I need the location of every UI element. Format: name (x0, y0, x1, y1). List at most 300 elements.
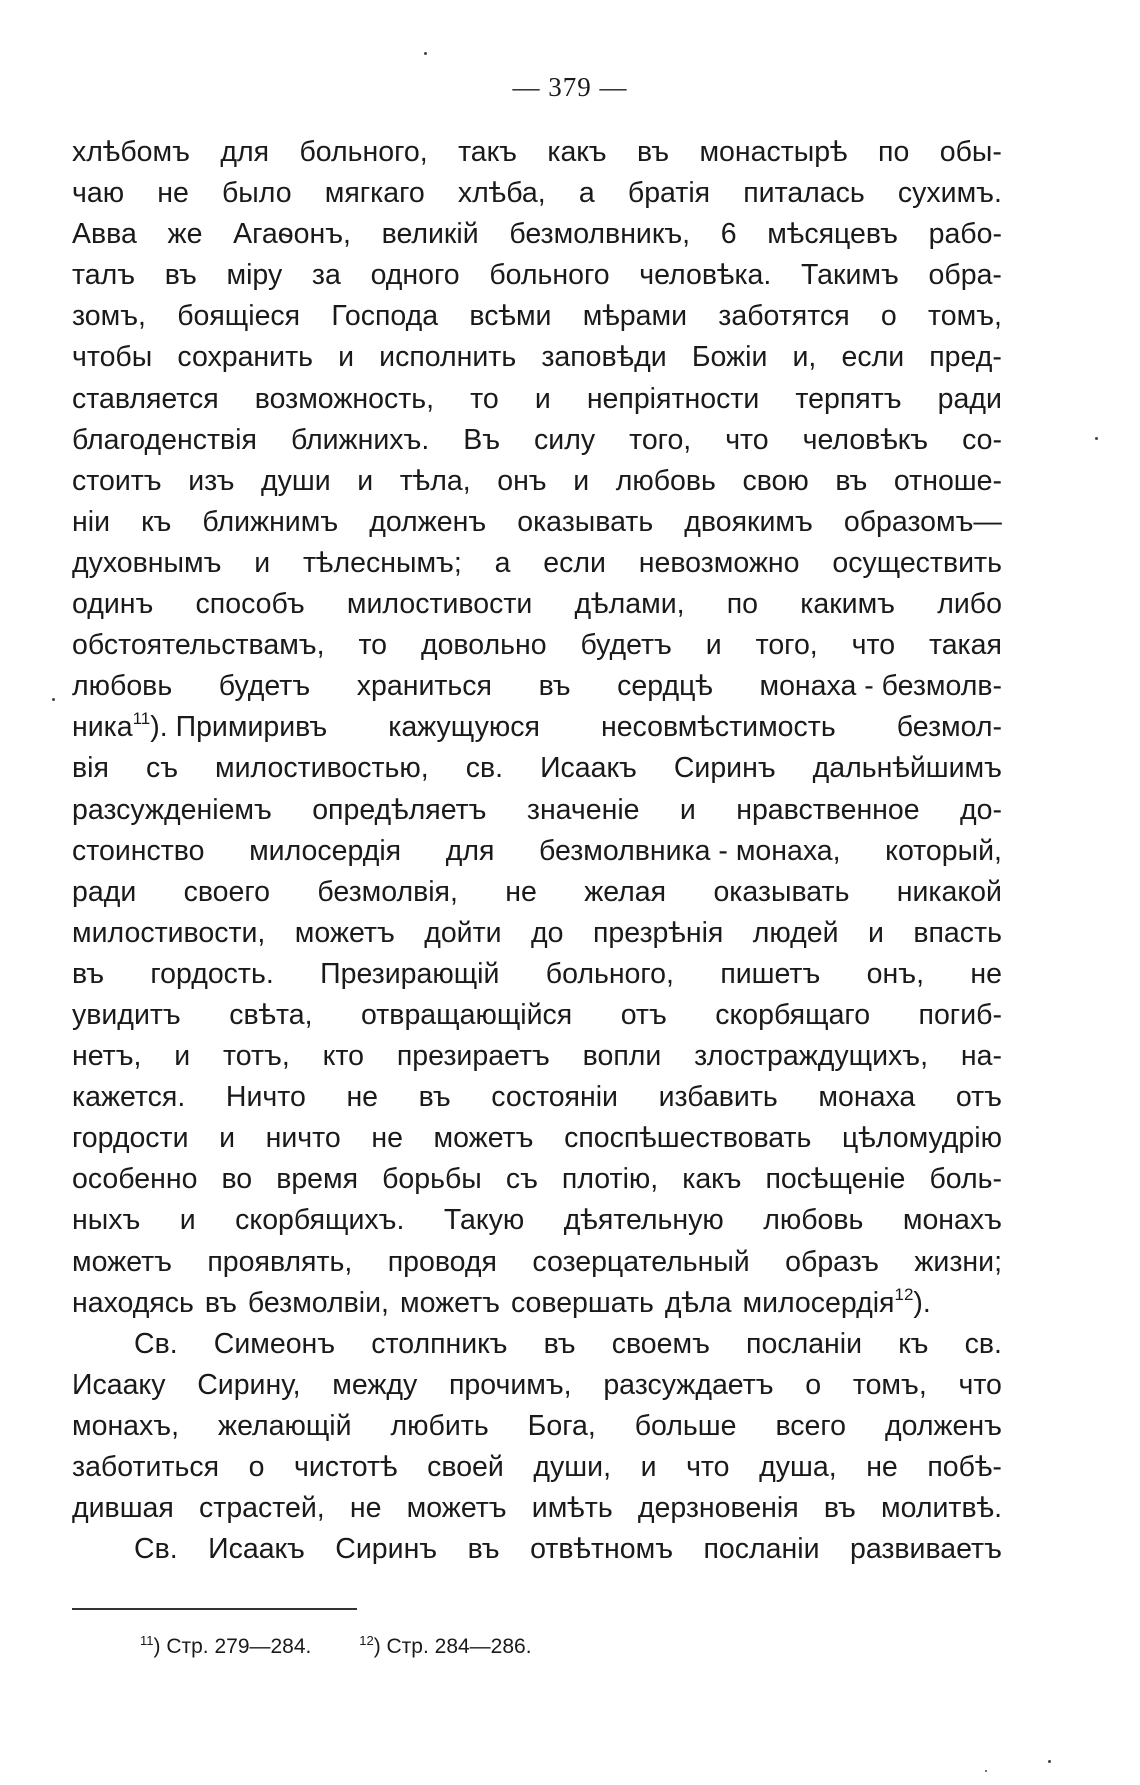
word: во (221, 1163, 253, 1196)
word: чаю (72, 177, 125, 210)
word: того, (755, 629, 818, 662)
word: сухимъ. (897, 177, 1002, 210)
word: своемъ (611, 1327, 710, 1360)
word: время (276, 1163, 359, 1196)
word: побѣ- (927, 1451, 1002, 1483)
text-line (72, 995, 1002, 1036)
word: монаха (818, 1081, 916, 1114)
word: посѣщеніе (765, 1163, 906, 1196)
word: до (531, 916, 564, 949)
word: свою (742, 464, 809, 497)
footnotes (140, 1635, 574, 1659)
word: будетъ (218, 670, 311, 703)
footnote-divider (72, 1608, 357, 1610)
word: за (311, 259, 341, 292)
word: обра- (928, 259, 1002, 292)
word: какъ (682, 1163, 742, 1196)
word: о (248, 1451, 265, 1483)
word: боль- (929, 1163, 1002, 1196)
word: того, (629, 423, 692, 456)
word: братія (627, 177, 711, 210)
text-line (72, 502, 1002, 543)
word: ныхъ (72, 1204, 141, 1237)
word: кто (322, 1040, 365, 1073)
word: дѣятельную (563, 1204, 724, 1237)
word: избавить (658, 1081, 778, 1114)
word: желающій (218, 1409, 352, 1442)
word: безмолвіи, (247, 1286, 389, 1319)
word: гордости (72, 1122, 189, 1155)
word: если (543, 546, 606, 579)
word: Св. (134, 1327, 178, 1360)
word: въ (538, 670, 571, 703)
word: о (805, 1368, 822, 1401)
word: оказывать (517, 505, 654, 538)
word: не (157, 177, 189, 210)
word: дѣла (664, 1286, 732, 1319)
word: милосердія (249, 834, 402, 867)
word: благоденствія (72, 423, 257, 456)
text-line (72, 543, 1002, 584)
word: и (254, 546, 271, 579)
word: своего (183, 875, 270, 908)
word: и (174, 1040, 191, 1073)
word: долженъ (885, 1409, 1002, 1442)
word: всего (775, 1409, 847, 1442)
word: милостивостью, (215, 752, 429, 785)
word: никакой (896, 875, 1002, 908)
word: Исаакъ (540, 752, 637, 785)
text-line (72, 1242, 1002, 1283)
word: ради (937, 382, 1002, 415)
word: міру (226, 259, 283, 292)
word: оказывать (713, 875, 850, 908)
word: въ (164, 259, 197, 292)
word: можетъ (433, 1122, 534, 1155)
word: Въ (463, 423, 501, 456)
word: отвращающійся (361, 998, 573, 1031)
word: невозможно (638, 546, 800, 579)
word: св. (465, 752, 504, 785)
word: духовнымъ (72, 546, 222, 579)
word: мягкаго (324, 177, 425, 210)
word: жизни; (914, 1245, 1002, 1278)
word: въ (204, 1286, 237, 1319)
word: Симеонъ (213, 1327, 336, 1360)
word: онъ (497, 464, 547, 497)
word: ника (72, 711, 133, 744)
word: ближнихъ. (290, 423, 430, 456)
word: Св. (134, 1533, 178, 1566)
word: по (726, 588, 759, 621)
word: любить (390, 1409, 489, 1442)
word: монастырѣ (699, 136, 848, 168)
text-line (72, 379, 1002, 420)
word: либо (937, 588, 1002, 621)
text-line (72, 913, 1002, 954)
word: обы- (939, 136, 1002, 168)
word: своей (427, 1451, 504, 1483)
word: тотъ, (223, 1040, 290, 1073)
word: больного (489, 259, 610, 292)
word: сердцѣ (617, 670, 713, 703)
word: питалась (743, 177, 865, 210)
word: значеніе (526, 793, 640, 826)
footnote-11: $^{11}$) Стр. 279—284. (140, 1633, 312, 1658)
word: тѣлеснымъ; (302, 546, 462, 579)
word: заповѣди (541, 341, 667, 374)
scan-speck (1048, 1760, 1051, 1763)
word: не (346, 1081, 379, 1114)
word: же (167, 218, 203, 251)
word: заботиться (72, 1451, 220, 1483)
text-line (72, 255, 1002, 296)
footnote-text: Стр. 284—286. (386, 1635, 532, 1658)
word: Авва (72, 218, 137, 251)
word: Исааку (72, 1368, 166, 1401)
word: Сирину, (197, 1368, 301, 1401)
word: 6 (720, 218, 737, 251)
footnote-reference: 12 (894, 1284, 914, 1304)
word: монаха - безмолв- (759, 670, 1002, 703)
word: между (332, 1368, 418, 1401)
word: больше (634, 1409, 737, 1442)
word: св. (964, 1327, 1002, 1360)
word: такая (928, 629, 1002, 662)
word: плотію, (561, 1163, 659, 1196)
word: въ (72, 957, 105, 990)
word: милостивости, (72, 916, 266, 949)
word: и (679, 793, 696, 826)
word: исполнить (379, 341, 517, 374)
word: для (220, 136, 270, 168)
word: что (686, 1451, 730, 1483)
word: что (725, 423, 769, 456)
word: отноше- (893, 464, 1002, 497)
word: въ (637, 136, 670, 168)
word: Сиринъ (673, 752, 776, 785)
word: будетъ (580, 629, 672, 662)
word: не (970, 957, 1002, 990)
word: молитвѣ. (881, 1492, 1002, 1525)
word: ради (72, 875, 137, 908)
word: не (866, 1451, 898, 1483)
word: посланіи (703, 1533, 820, 1566)
word: погиб- (918, 998, 1002, 1031)
text-line (72, 666, 1002, 707)
text-line (72, 420, 1002, 461)
word: рабо- (928, 218, 1002, 251)
word: въ (418, 1081, 451, 1114)
word: опредѣляетъ (312, 793, 487, 826)
word: и (534, 382, 551, 415)
text-line (72, 1077, 1002, 1118)
text-line (72, 872, 1002, 913)
word: отъ (955, 1081, 1002, 1114)
word: изъ (188, 464, 235, 497)
word: къ (898, 1327, 929, 1360)
word: и (338, 341, 355, 374)
word: разсужденіемъ (72, 793, 272, 826)
word: увидитъ (72, 998, 181, 1031)
text-line (72, 831, 1002, 872)
word: разсуждаетъ (603, 1368, 774, 1401)
word: какимъ (800, 588, 895, 621)
word: можетъ (72, 1245, 172, 1278)
word: человѣкъ (802, 423, 929, 456)
word: безмолвника - монаха, (539, 834, 841, 867)
word: нетъ, (72, 1040, 142, 1073)
word: великій (381, 218, 479, 251)
footnote-12: $^{12}$) Стр. 284—286. (359, 1633, 532, 1658)
word: что (958, 1368, 1002, 1401)
word: мѣрами (582, 300, 688, 333)
text-line (72, 173, 1002, 214)
word: для (445, 834, 495, 867)
word: проявлять, (207, 1245, 353, 1278)
word: одинъ (72, 588, 154, 621)
scan-speck (424, 52, 427, 55)
word: совершать (510, 1286, 654, 1319)
word: если (841, 341, 905, 374)
word: борьбы (382, 1163, 482, 1196)
word: Бога, (527, 1409, 596, 1442)
word: хлѣбомъ (72, 136, 190, 168)
word: не (371, 1122, 403, 1155)
word: посланіи (746, 1327, 863, 1360)
word: возможность, (254, 382, 435, 415)
word: Такую (443, 1204, 525, 1237)
word: по (878, 136, 910, 168)
word: стоитъ (72, 464, 162, 497)
word: томъ, (928, 300, 1002, 333)
word: страстей, (199, 1492, 325, 1525)
word: въ (543, 1327, 576, 1360)
word: состояніи (491, 1081, 618, 1114)
word: въ (835, 464, 868, 497)
word: и (179, 1204, 196, 1237)
word: съ (145, 752, 178, 785)
word: столпникъ (371, 1327, 508, 1360)
text-line (72, 1283, 1002, 1324)
word: и (868, 916, 884, 949)
word: находясь (72, 1286, 194, 1319)
word: Господа (331, 300, 439, 333)
word: зомъ, (72, 300, 146, 333)
word: гордость. (150, 957, 274, 990)
word: душа, (759, 1451, 837, 1483)
word: пред- (929, 341, 1002, 374)
word: безмолвникъ, (509, 218, 691, 251)
word: нравственное (736, 793, 920, 826)
word: ничто (265, 1122, 341, 1155)
text-line (72, 296, 1002, 337)
word: Исаакъ (208, 1533, 305, 1566)
word: скорбящаго (715, 998, 871, 1031)
word: силу (534, 423, 596, 456)
text-line (72, 461, 1002, 502)
text-line (72, 1447, 1002, 1488)
word: и (219, 1122, 236, 1155)
word: милосердія (742, 1286, 895, 1319)
word: а (578, 177, 595, 210)
word: не (349, 1492, 382, 1525)
word: ближнимъ (202, 505, 339, 538)
word: можетъ (294, 916, 395, 949)
word-with-footnote (742, 1283, 930, 1324)
word: образъ (785, 1245, 879, 1278)
word: можетъ (399, 1286, 500, 1319)
word: Ничто (225, 1081, 306, 1114)
word: развиваетъ (849, 1533, 1002, 1566)
text-line (72, 1365, 1002, 1406)
word: ніи (72, 505, 110, 538)
word: милостивости (346, 588, 533, 621)
word: боящіеся (177, 300, 301, 333)
word: одного (370, 259, 460, 292)
word: цѣломудрію (842, 1122, 1002, 1155)
word: и (705, 629, 722, 662)
word: несовмѣстимость (600, 711, 836, 744)
text-line (72, 584, 1002, 625)
text-line (72, 337, 1002, 378)
word: съ (505, 1163, 538, 1196)
word: такъ (458, 136, 517, 168)
word: въ (467, 1533, 500, 1566)
word: дерзновенія (637, 1492, 799, 1525)
text-line (72, 790, 1002, 831)
word: до- (960, 793, 1002, 826)
footnote-reference: 11 (132, 709, 151, 729)
main-text (72, 132, 1002, 1570)
word: не (505, 875, 537, 908)
word: томъ, (852, 1368, 927, 1401)
word: и (357, 464, 374, 497)
word: къ (141, 505, 172, 538)
word: души, (533, 1451, 611, 1483)
word: ). (913, 1286, 931, 1319)
text-line (72, 132, 1002, 173)
word: было (221, 177, 292, 210)
word: стоинство (72, 834, 205, 867)
word: отвѣтномъ (530, 1533, 674, 1566)
word: Сиринъ (335, 1533, 438, 1566)
word: то (358, 629, 388, 662)
word: злостраждущихъ, (694, 1040, 929, 1073)
word: то (470, 382, 499, 415)
word-with-footnote (72, 707, 327, 748)
word: созерцательный (532, 1245, 750, 1278)
word: и (573, 464, 590, 497)
word: Агаѳонъ, (233, 218, 351, 251)
word: непріятности (586, 382, 760, 415)
word: презрѣнія (592, 916, 724, 949)
word: больного, (299, 136, 428, 168)
word: талъ (72, 259, 136, 292)
word: особенно (72, 1163, 198, 1196)
footnote-text: Стр. 279—284. (166, 1635, 312, 1658)
word: желая (584, 875, 667, 908)
text-line (72, 214, 1002, 255)
word: и (640, 1451, 657, 1483)
text-line (72, 954, 1002, 995)
word: какъ (547, 136, 607, 168)
word: пишетъ (720, 957, 821, 990)
text-line (72, 1118, 1002, 1159)
word: и, (792, 341, 817, 374)
footnote-mark: 12 (359, 1633, 374, 1648)
word: осуществить (832, 546, 1002, 579)
word: что (851, 629, 896, 662)
word: дѣлами, (574, 588, 685, 621)
word: въ (823, 1492, 856, 1525)
word: который, (885, 834, 1002, 867)
word: всѣми (469, 300, 552, 333)
text-line (72, 1529, 1002, 1570)
text-line (72, 748, 1002, 789)
word: презираетъ (396, 1040, 550, 1073)
text-line (72, 625, 1002, 666)
word: мѣсяцевъ (767, 218, 898, 251)
word: хлѣба, (457, 177, 546, 210)
word: обстоятельствамъ, (72, 629, 325, 662)
word: дальнѣйшимъ (812, 752, 1002, 785)
word: скорбящихъ. (235, 1204, 405, 1237)
word: кажущуюся (388, 711, 540, 744)
word: тѣла, (399, 464, 471, 497)
word: человѣка. (639, 259, 772, 292)
word: души (260, 464, 331, 497)
word: со- (962, 423, 1002, 456)
word: больного, (545, 957, 674, 990)
word: о (880, 300, 897, 333)
text-line (72, 1036, 1002, 1077)
word: прочимъ, (449, 1368, 572, 1401)
word: двоякимъ (684, 505, 813, 538)
word: монахъ, (72, 1409, 180, 1442)
word: дившая (72, 1492, 174, 1525)
word: любовь (615, 464, 716, 497)
word: любовь (763, 1204, 864, 1237)
word: проводя (387, 1245, 497, 1278)
word: можетъ (406, 1492, 507, 1525)
word: ставляется (72, 382, 219, 415)
text-line (72, 1159, 1002, 1200)
text-line (72, 1488, 1002, 1529)
footnote-mark: 11 (140, 1633, 154, 1648)
word: ). Примиривъ (150, 711, 328, 744)
word: Такимъ (801, 259, 899, 292)
scan-speck (985, 1770, 987, 1772)
word: свѣта, (229, 998, 313, 1031)
page-number: — 379 — (512, 72, 628, 102)
word: имѣть (531, 1492, 613, 1525)
word: отъ (620, 998, 667, 1031)
word: Презирающій (320, 957, 500, 990)
word: Божіи (691, 341, 768, 374)
word: довольно (420, 629, 547, 662)
word: дойти (424, 916, 502, 949)
word: чтобы (72, 341, 153, 374)
word: способъ (195, 588, 305, 621)
word: долженъ (369, 505, 487, 538)
text-line (72, 1406, 1002, 1447)
word: людей (752, 916, 839, 949)
text-line (72, 707, 1002, 748)
scan-speck (1095, 437, 1098, 440)
text-line (72, 1324, 1002, 1365)
text-line (72, 1200, 1002, 1241)
